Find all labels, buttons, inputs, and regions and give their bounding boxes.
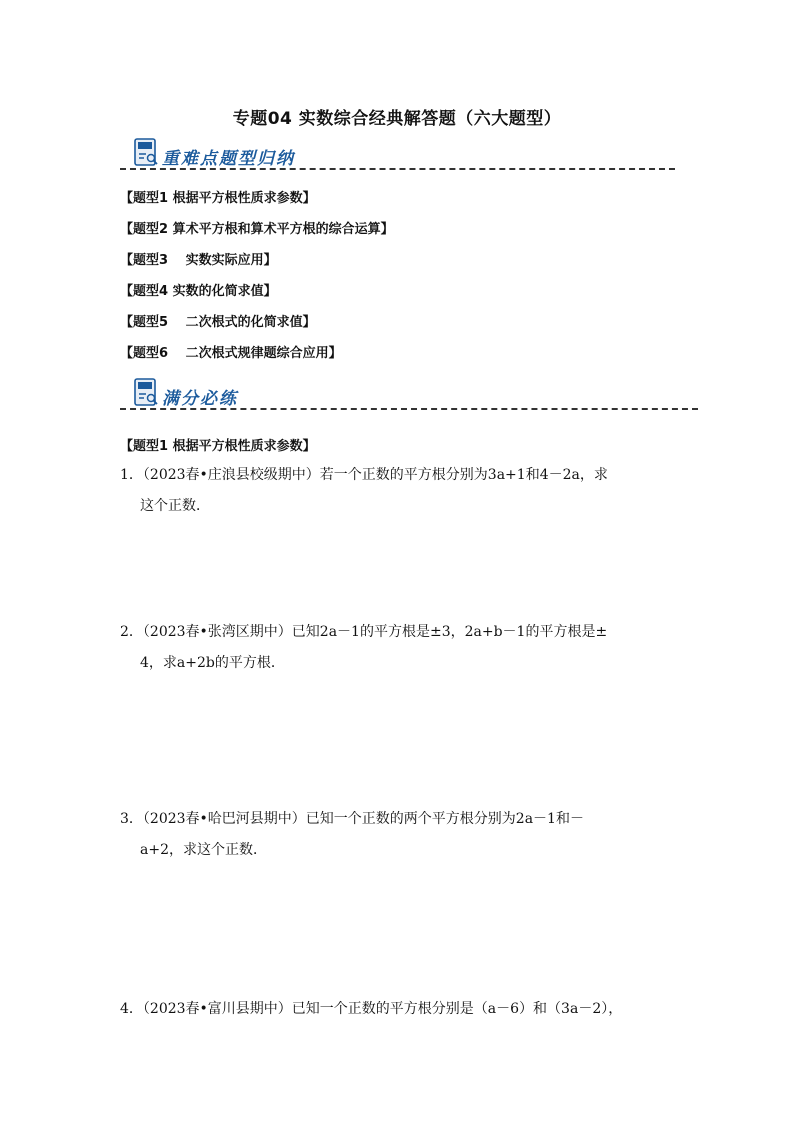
toc-item-3: 【题型3 实数实际应用】 (120, 253, 277, 268)
toc-item-6: 【题型6 二次根式规律题综合应用】 (120, 346, 342, 361)
question-number: 4． (120, 1001, 143, 1017)
question-text: （2023春•富川县期中）已知一个正数的平方根分别是（a－6）和（3a－2）， (142, 1001, 623, 1017)
question-text: （2023春•张湾区期中）已知2a－1的平方根是±3，2a+b－1的平方根是± (142, 624, 608, 640)
question-text-continued: a+2，求这个正数． (140, 842, 267, 858)
toc-item-5: 【题型5 二次根式的化简求值】 (120, 315, 316, 330)
question-number: 1． (120, 467, 143, 483)
toc-item-4: 【题型4 实数的化简求值】 (120, 284, 277, 299)
section-heading: 重难点题型归纳 (162, 149, 295, 169)
section-header-key-types (120, 138, 680, 178)
toc-item-2: 【题型2 算术平方根和算术平方根的综合运算】 (120, 222, 394, 237)
document-search-icon (134, 378, 160, 408)
page-title: 专题04 实数综合经典解答题（六大题型） (232, 109, 562, 129)
question-number: 3． (120, 811, 143, 827)
section-heading: 满分必练 (162, 389, 238, 409)
dashed-divider (120, 168, 675, 170)
question-3 (120, 804, 584, 866)
question-4 (120, 994, 622, 1025)
question-number: 2． (120, 624, 143, 640)
question-text: （2023春•哈巴河县期中）已知一个正数的两个平方根分别为2a－1和－ (142, 811, 584, 827)
toc-item-1: 【题型1 根据平方根性质求参数】 (120, 191, 316, 206)
question-2 (120, 617, 607, 679)
question-text: （2023春•庄浪县校级期中）若一个正数的平方根分别为3a+1和4－2a，求 (142, 467, 608, 483)
dashed-divider (120, 408, 698, 410)
question-1 (120, 460, 608, 522)
question-text-continued: 4，求a+2b的平方根． (140, 655, 285, 671)
document-search-icon (134, 138, 160, 168)
type1-heading: 【题型1 根据平方根性质求参数】 (120, 439, 316, 454)
section-header-practice (120, 378, 700, 418)
question-text-continued: 这个正数． (140, 498, 210, 514)
